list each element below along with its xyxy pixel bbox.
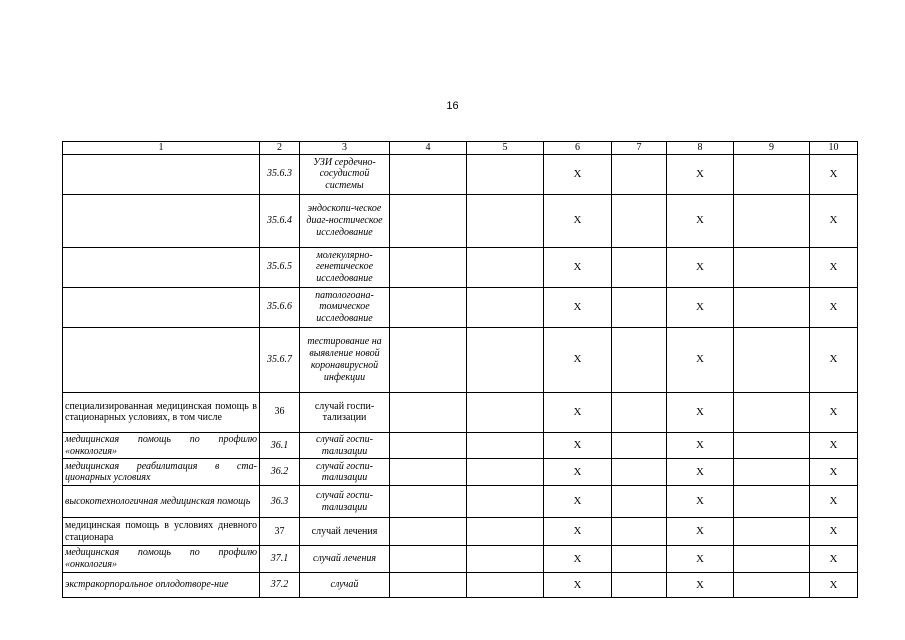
row-empty-cell — [390, 546, 467, 573]
row-unit-cell: случай госпи-тализации — [300, 459, 390, 486]
table-row — [63, 518, 858, 546]
header-cell: 3 — [300, 142, 390, 155]
row-empty-cell — [734, 287, 810, 327]
row-code-cell: 37 — [260, 518, 300, 546]
page-number: 16 — [446, 100, 459, 112]
row-mark-cell: X — [810, 392, 858, 432]
row-empty-cell — [612, 392, 667, 432]
row-code-cell: 35.6.4 — [260, 194, 300, 247]
row-empty-cell — [467, 392, 544, 432]
table-row — [63, 546, 858, 573]
row-name-cell — [63, 194, 260, 247]
row-code-cell: 36.1 — [260, 432, 300, 459]
row-mark-cell: X — [667, 518, 734, 546]
header-cell: 5 — [467, 142, 544, 155]
header-row — [63, 142, 858, 155]
row-unit-cell: случай лечения — [300, 546, 390, 573]
row-empty-cell — [467, 327, 544, 392]
row-code-cell: 36 — [260, 392, 300, 432]
table-row — [63, 486, 858, 518]
header-cell: 2 — [260, 142, 300, 155]
row-mark-cell: X — [544, 392, 612, 432]
row-code-cell: 35.6.5 — [260, 247, 300, 287]
row-empty-cell — [612, 486, 667, 518]
row-mark-cell: X — [667, 154, 734, 194]
row-empty-cell — [467, 247, 544, 287]
data-table — [62, 141, 858, 598]
row-unit-cell: УЗИ сердечно-сосудистой системы — [300, 154, 390, 194]
row-empty-cell — [734, 327, 810, 392]
row-mark-cell: X — [667, 247, 734, 287]
row-mark-cell: X — [544, 546, 612, 573]
row-mark-cell: X — [667, 392, 734, 432]
row-empty-cell — [612, 154, 667, 194]
row-name-cell: экстракорпоральное оплодотворе-ние — [63, 572, 260, 597]
row-empty-cell — [390, 287, 467, 327]
row-mark-cell: X — [810, 546, 858, 573]
row-code-cell: 35.6.6 — [260, 287, 300, 327]
row-empty-cell — [734, 546, 810, 573]
header-cell: 1 — [63, 142, 260, 155]
row-empty-cell — [734, 247, 810, 287]
row-mark-cell: X — [810, 459, 858, 486]
header-cell: 6 — [544, 142, 612, 155]
row-code-cell: 35.6.7 — [260, 327, 300, 392]
row-empty-cell — [390, 518, 467, 546]
row-empty-cell — [734, 194, 810, 247]
row-mark-cell: X — [667, 546, 734, 573]
row-mark-cell: X — [810, 518, 858, 546]
row-mark-cell: X — [544, 572, 612, 597]
row-mark-cell: X — [544, 432, 612, 459]
header-cell: 4 — [390, 142, 467, 155]
row-mark-cell: X — [810, 247, 858, 287]
row-unit-cell: случай госпи-тализации — [300, 392, 390, 432]
table-row — [63, 287, 858, 327]
row-empty-cell — [467, 459, 544, 486]
row-mark-cell: X — [544, 247, 612, 287]
row-unit-cell: случай госпи-тализации — [300, 432, 390, 459]
row-name-cell — [63, 247, 260, 287]
table-row — [63, 392, 858, 432]
row-mark-cell: X — [667, 572, 734, 597]
row-mark-cell: X — [544, 518, 612, 546]
row-name-cell — [63, 287, 260, 327]
table-row — [63, 327, 858, 392]
row-empty-cell — [612, 194, 667, 247]
row-empty-cell — [390, 154, 467, 194]
row-empty-cell — [612, 247, 667, 287]
row-empty-cell — [612, 327, 667, 392]
row-unit-cell: случай — [300, 572, 390, 597]
row-empty-cell — [612, 518, 667, 546]
row-empty-cell — [734, 486, 810, 518]
table-row — [63, 432, 858, 459]
row-empty-cell — [390, 392, 467, 432]
row-empty-cell — [612, 546, 667, 573]
row-empty-cell — [467, 432, 544, 459]
row-empty-cell — [390, 486, 467, 518]
row-mark-cell: X — [544, 287, 612, 327]
row-mark-cell: X — [810, 154, 858, 194]
table-row — [63, 247, 858, 287]
row-empty-cell — [734, 392, 810, 432]
row-empty-cell — [467, 518, 544, 546]
header-cell: 10 — [810, 142, 858, 155]
table-row — [63, 572, 858, 597]
row-name-cell — [63, 154, 260, 194]
row-mark-cell: X — [810, 486, 858, 518]
header-cell: 8 — [667, 142, 734, 155]
row-empty-cell — [390, 247, 467, 287]
row-empty-cell — [467, 287, 544, 327]
row-mark-cell: X — [667, 459, 734, 486]
row-code-cell: 37.1 — [260, 546, 300, 573]
row-mark-cell: X — [667, 486, 734, 518]
row-name-cell: высокотехнологичная медицинская помощь — [63, 486, 260, 518]
row-empty-cell — [467, 572, 544, 597]
row-name-cell: медицинская помощь в условиях дневного стационара — [63, 518, 260, 546]
row-mark-cell: X — [810, 572, 858, 597]
row-mark-cell: X — [667, 327, 734, 392]
row-mark-cell: X — [667, 432, 734, 459]
row-empty-cell — [467, 546, 544, 573]
row-empty-cell — [390, 459, 467, 486]
header-cell: 9 — [734, 142, 810, 155]
row-empty-cell — [612, 572, 667, 597]
row-empty-cell — [467, 486, 544, 518]
row-unit-cell: молекулярно-генетическое исследование — [300, 247, 390, 287]
row-name-cell: специализированная медицинская помощь в стационарных условиях, в том числе — [63, 392, 260, 432]
row-empty-cell — [612, 432, 667, 459]
row-mark-cell: X — [544, 459, 612, 486]
row-empty-cell — [467, 194, 544, 247]
table-row — [63, 194, 858, 247]
row-empty-cell — [734, 432, 810, 459]
row-empty-cell — [734, 572, 810, 597]
row-mark-cell: X — [810, 327, 858, 392]
row-unit-cell: тестирование на выявление новой коронавирусной инфекции — [300, 327, 390, 392]
row-code-cell: 35.6.3 — [260, 154, 300, 194]
row-mark-cell: X — [810, 287, 858, 327]
row-unit-cell: патологоана-томическое исследование — [300, 287, 390, 327]
row-empty-cell — [612, 459, 667, 486]
row-name-cell — [63, 327, 260, 392]
row-mark-cell: X — [810, 432, 858, 459]
row-empty-cell — [467, 154, 544, 194]
row-empty-cell — [734, 459, 810, 486]
row-empty-cell — [390, 327, 467, 392]
row-name-cell: медицинская реабилитация в ста-ционарных условиях — [63, 459, 260, 486]
row-code-cell: 36.3 — [260, 486, 300, 518]
row-empty-cell — [734, 518, 810, 546]
row-empty-cell — [390, 194, 467, 247]
row-empty-cell — [612, 287, 667, 327]
row-empty-cell — [390, 572, 467, 597]
row-unit-cell: случай госпи-тализации — [300, 486, 390, 518]
row-empty-cell — [734, 154, 810, 194]
row-mark-cell: X — [667, 194, 734, 247]
row-name-cell: медицинская помощь по профилю «онкология» — [63, 546, 260, 573]
row-unit-cell: случай лечения — [300, 518, 390, 546]
row-empty-cell — [390, 432, 467, 459]
row-mark-cell: X — [810, 194, 858, 247]
row-mark-cell: X — [544, 327, 612, 392]
row-mark-cell: X — [544, 486, 612, 518]
row-mark-cell: X — [544, 154, 612, 194]
row-mark-cell: X — [667, 287, 734, 327]
row-code-cell: 36.2 — [260, 459, 300, 486]
row-name-cell: медицинская помощь по профилю «онкология» — [63, 432, 260, 459]
table-row — [63, 154, 858, 194]
row-unit-cell: эндоскопи-ческое диаг-ностическое исследование — [300, 194, 390, 247]
row-mark-cell: X — [544, 194, 612, 247]
row-code-cell: 37.2 — [260, 572, 300, 597]
table-row — [63, 459, 858, 486]
header-cell: 7 — [612, 142, 667, 155]
